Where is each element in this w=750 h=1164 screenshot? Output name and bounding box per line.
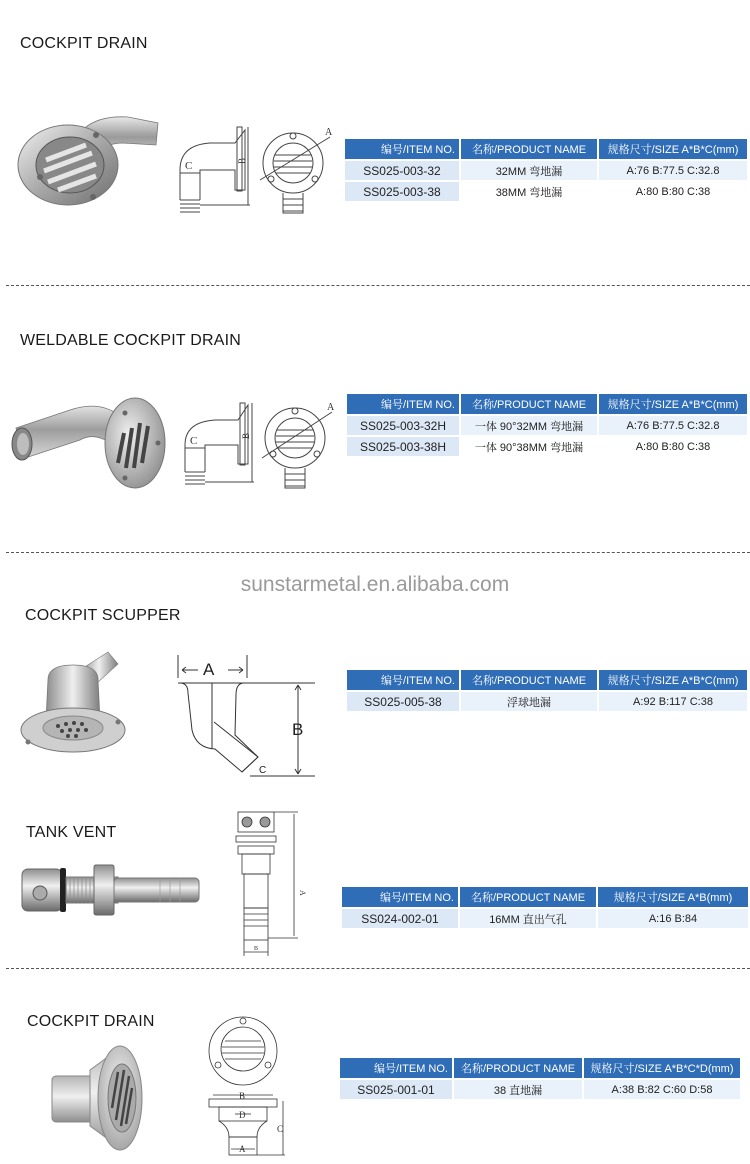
svg-text:A: A xyxy=(327,402,335,413)
svg-text:A: A xyxy=(239,1144,246,1154)
svg-text:A: A xyxy=(203,660,215,679)
header-product-name: 名称/PRODUCT NAME xyxy=(461,670,597,690)
header-size: 规格尺寸/SIZE A*B*C(mm) xyxy=(599,394,747,414)
table-row xyxy=(345,161,747,180)
tank-vent-diagram xyxy=(230,810,310,960)
spec-table-cockpit-drain-straight xyxy=(338,1056,742,1101)
section-divider xyxy=(6,285,750,286)
product-name-cell: 38MM 弯地漏 xyxy=(461,182,597,201)
product-name-cell: 一体 90°32MM 弯地漏 xyxy=(461,416,597,435)
item-no-cell: SS025-005-38 xyxy=(347,692,459,711)
table-row xyxy=(345,182,747,201)
header-item-no: 编号/ITEM NO. xyxy=(347,670,459,690)
cockpit-drain-straight-diagram xyxy=(205,1015,290,1160)
svg-text:B: B xyxy=(237,157,247,164)
item-no-cell: SS025-003-38 xyxy=(345,182,459,201)
section-title-cockpit-drain-straight: COCKPIT DRAIN xyxy=(27,1013,155,1030)
cockpit-drain-diagram xyxy=(175,125,335,215)
cockpit-drain-straight-photo xyxy=(50,1040,145,1155)
header-size: 规格尺寸/SIZE A*B*C(mm) xyxy=(599,139,747,159)
product-name-cell: 38 直地漏 xyxy=(454,1080,582,1099)
watermark-text: sunstarmetal.en.alibaba.com xyxy=(240,573,510,596)
header-size: 规格尺寸/SIZE A*B*C(mm) xyxy=(599,670,747,690)
header-product-name: 名称/PRODUCT NAME xyxy=(454,1058,582,1078)
spec-table-tank-vent xyxy=(340,885,750,930)
cockpit-scupper-photo xyxy=(18,650,138,755)
header-product-name: 名称/PRODUCT NAME xyxy=(460,887,596,907)
header-size: 规格尺寸/SIZE A*B(mm) xyxy=(598,887,748,907)
size-cell: A:76 B:77.5 C:32.8 xyxy=(599,416,747,435)
section-title-tank-vent: TANK VENT xyxy=(26,824,117,841)
svg-text:D: D xyxy=(239,1110,246,1120)
spec-table-weldable-cockpit-drain xyxy=(345,392,749,458)
product-name-cell: 浮球地漏 xyxy=(461,692,597,711)
svg-text:C: C xyxy=(190,435,198,447)
size-cell: A:38 B:82 C:60 D:58 xyxy=(584,1080,740,1099)
product-name-cell: 16MM 直出气孔 xyxy=(460,909,596,928)
header-size: 规格尺寸/SIZE A*B*C*D(mm) xyxy=(584,1058,740,1078)
size-cell: A:80 B:80 C:38 xyxy=(599,182,747,201)
weldable-cockpit-drain-photo xyxy=(10,388,170,488)
svg-text:C: C xyxy=(277,1124,284,1134)
size-cell: A:76 B:77.5 C:32.8 xyxy=(599,161,747,180)
table-row xyxy=(347,692,747,711)
spec-table-cockpit-drain xyxy=(343,137,749,203)
tank-vent-photo xyxy=(22,865,202,915)
spec-table-cockpit-scupper xyxy=(345,668,749,713)
item-no-cell: SS025-001-01 xyxy=(340,1080,452,1099)
header-product-name: 名称/PRODUCT NAME xyxy=(461,394,597,414)
svg-text:B: B xyxy=(254,946,259,952)
section-divider xyxy=(6,552,750,553)
cockpit-drain-photo xyxy=(18,105,163,205)
cockpit-scupper-diagram xyxy=(170,650,330,780)
product-name-cell: 32MM 弯地漏 xyxy=(461,161,597,180)
weldable-cockpit-drain-diagram xyxy=(180,400,340,490)
item-no-cell: SS025-003-32H xyxy=(347,416,459,435)
svg-text:B: B xyxy=(239,1091,246,1101)
section-title-weldable-cockpit-drain: WELDABLE COCKPIT DRAIN xyxy=(20,332,242,349)
svg-text:C: C xyxy=(185,160,193,172)
item-no-cell: SS025-003-32 xyxy=(345,161,459,180)
size-cell: A:80 B:80 C:38 xyxy=(599,437,747,456)
table-row xyxy=(347,437,747,456)
header-item-no: 编号/ITEM NO. xyxy=(345,139,459,159)
svg-text:C: C xyxy=(259,765,267,776)
section-title-cockpit-scupper: COCKPIT SCUPPER xyxy=(25,607,181,624)
table-row xyxy=(347,416,747,435)
size-cell: A:16 B:84 xyxy=(598,909,748,928)
header-item-no: 编号/ITEM NO. xyxy=(347,394,459,414)
header-item-no: 编号/ITEM NO. xyxy=(342,887,458,907)
table-row xyxy=(342,909,748,928)
header-item-no: 编号/ITEM NO. xyxy=(340,1058,452,1078)
size-cell: A:92 B:117 C:38 xyxy=(599,692,747,711)
svg-text:A: A xyxy=(325,127,333,138)
section-title-cockpit-drain: COCKPIT DRAIN xyxy=(20,35,148,52)
table-row xyxy=(340,1080,740,1099)
item-no-cell: SS024-002-01 xyxy=(342,909,458,928)
section-divider xyxy=(6,968,750,969)
svg-text:B: B xyxy=(241,432,251,439)
header-product-name: 名称/PRODUCT NAME xyxy=(461,139,597,159)
product-name-cell: 一体 90°38MM 弯地漏 xyxy=(461,437,597,456)
svg-text:B: B xyxy=(292,720,304,739)
svg-text:A: A xyxy=(298,890,307,896)
item-no-cell: SS025-003-38H xyxy=(347,437,459,456)
